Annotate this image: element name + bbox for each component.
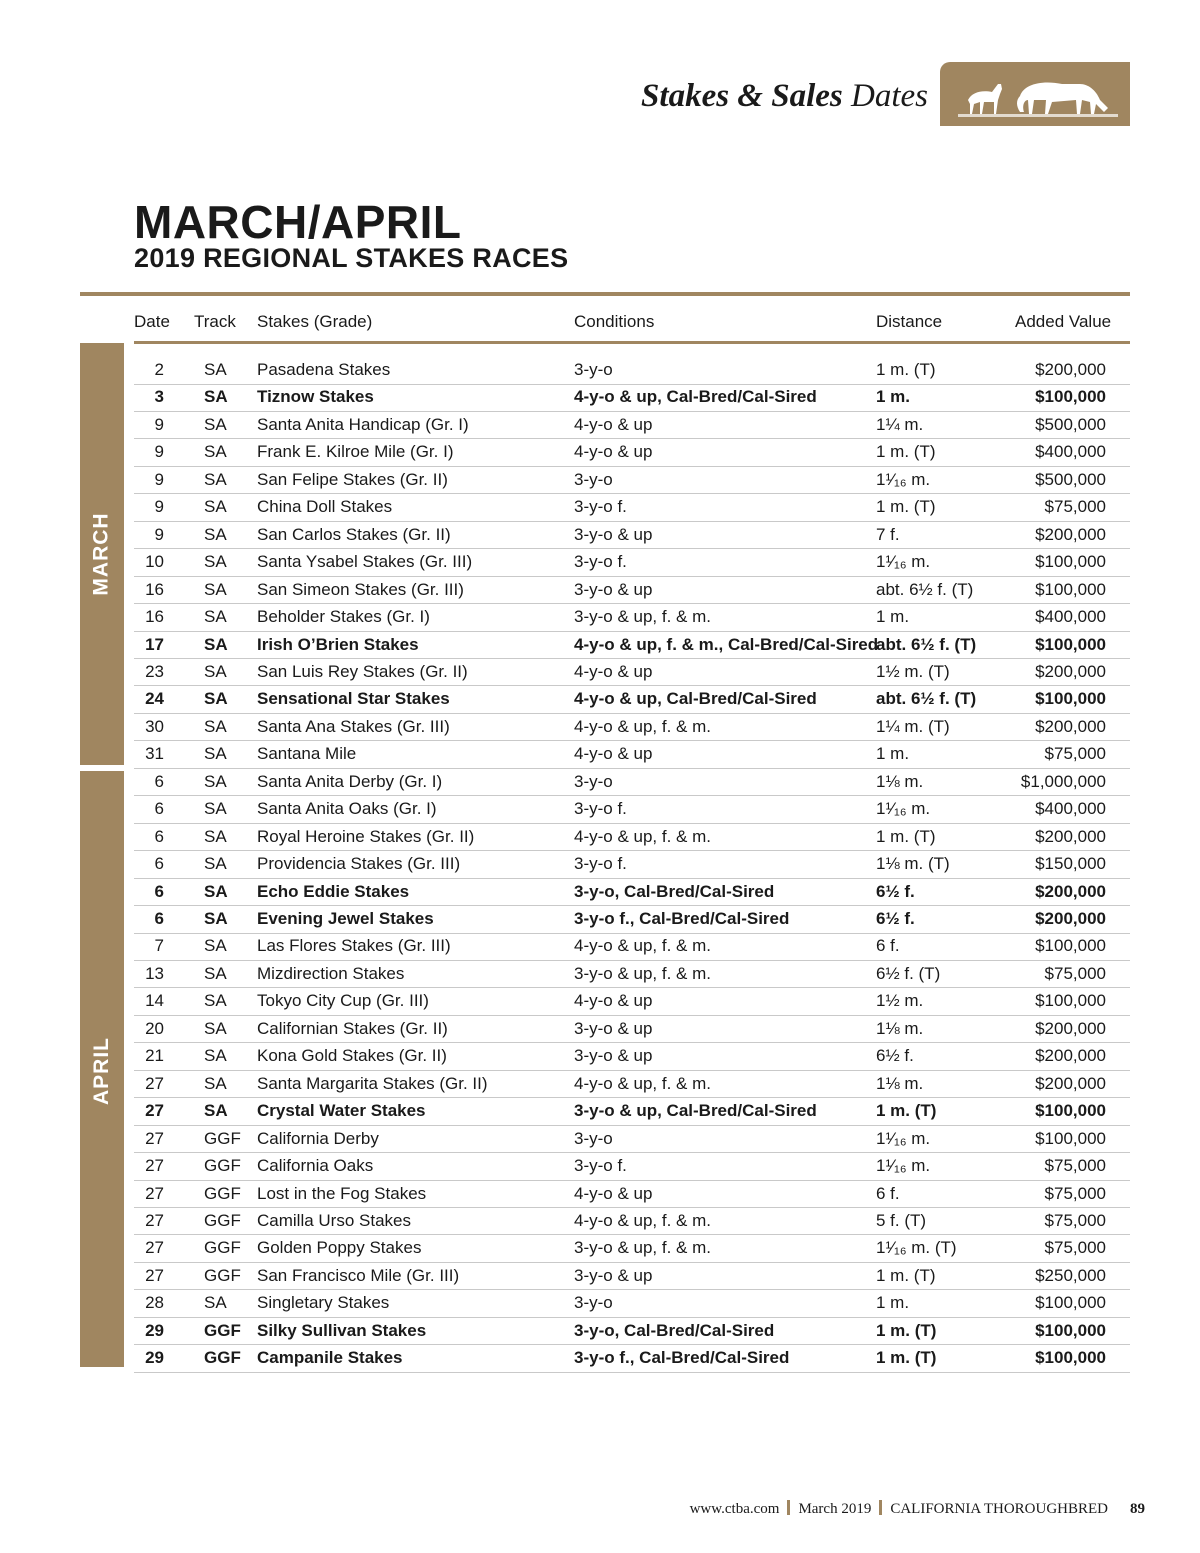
row-stakes: Evening Jewel Stakes [257, 909, 434, 928]
row-added-value: $100,000 [1035, 634, 1106, 654]
table-row [134, 1070, 1130, 1099]
row-added-value: $200,000 [1035, 524, 1106, 544]
row-date: 27 [145, 1156, 164, 1176]
row-track: SA [204, 661, 227, 681]
row-track: SA [204, 360, 227, 379]
row-conditions: 3-y-o f. [574, 854, 627, 874]
row-distance: 1 m. [876, 744, 910, 764]
row-conditions: 4-y-o & up [574, 744, 653, 764]
row-conditions: 3-y-o f. [574, 799, 627, 819]
table-row [134, 1180, 1130, 1209]
row-distance: 1 m. (T) [876, 1348, 937, 1368]
row-added-value: $200,000 [1035, 826, 1106, 846]
row-date: 27 [145, 1265, 164, 1285]
row-stakes: Las Flores Stakes (Gr. III) [257, 936, 451, 956]
row-stakes: Santa Anita Handicap (Gr. I) [257, 414, 469, 434]
row-date: 28 [145, 1293, 164, 1313]
row-added-value: $200,000 [1035, 1046, 1106, 1066]
row-conditions: 3-y-o [574, 360, 613, 379]
row-conditions: 4-y-o & up [574, 661, 653, 681]
row-added-value: $75,000 [1044, 1183, 1106, 1203]
row-distance: 1 m. (T) [876, 497, 936, 517]
row-distance: 1 m. (T) [876, 1265, 936, 1285]
row-date: 13 [145, 963, 164, 983]
page-subtitle: 2019 REGIONAL STAKES RACES [134, 243, 569, 273]
row-distance: 6½ f. (T) [876, 963, 941, 983]
row-track: SA [204, 552, 227, 572]
row-track: GGF [204, 1128, 241, 1148]
section-title-rest: Dates [851, 78, 928, 114]
row-stakes: Beholder Stakes (Gr. I) [257, 607, 430, 627]
row-conditions: 4-y-o & up, f. & m., Cal-Bred/Cal-Sired [574, 634, 879, 654]
row-date: 29 [145, 1348, 164, 1368]
row-added-value: $75,000 [1044, 497, 1106, 517]
table-row [134, 603, 1130, 632]
row-distance: 6½ f. [876, 881, 915, 901]
row-stakes: San Simeon Stakes (Gr. III) [257, 579, 464, 599]
row-date: 2 [154, 360, 164, 379]
row-added-value: $200,000 [1035, 716, 1106, 736]
row-added-value: $200,000 [1035, 661, 1106, 681]
row-track: SA [204, 881, 228, 901]
row-distance: 1 m. [876, 387, 911, 407]
row-distance: 1⅛ m. (T) [876, 854, 950, 874]
row-stakes: Lost in the Fog Stakes [257, 1183, 427, 1203]
row-date: 16 [145, 607, 164, 627]
row-added-value: $75,000 [1044, 1210, 1106, 1230]
row-date: 3 [154, 387, 164, 407]
row-distance: 1⅛ m. [876, 771, 924, 791]
row-added-value: $75,000 [1044, 744, 1106, 764]
row-distance: 6½ f. [876, 909, 915, 928]
table-row [134, 466, 1130, 495]
row-stakes: San Luis Rey Stakes (Gr. II) [257, 661, 468, 681]
row-date: 30 [145, 716, 164, 736]
row-added-value: $100,000 [1035, 1320, 1106, 1340]
table-row [134, 1317, 1130, 1346]
row-date: 9 [154, 524, 164, 544]
horses-logo [940, 62, 1130, 126]
row-track: SA [204, 991, 227, 1011]
row-added-value: $500,000 [1035, 469, 1106, 489]
row-added-value: $75,000 [1044, 963, 1106, 983]
row-conditions: 4-y-o & up, f. & m. [574, 1073, 711, 1093]
row-date: 6 [154, 909, 164, 928]
row-added-value: $1,000,000 [1020, 771, 1106, 791]
row-conditions: 3-y-o [574, 1293, 613, 1313]
row-distance: abt. 6½ f. (T) [876, 689, 977, 709]
row-date: 14 [145, 991, 164, 1011]
row-added-value: $100,000 [1035, 1101, 1106, 1121]
row-distance: 1½ m. (T) [876, 661, 950, 681]
table-row [134, 1234, 1130, 1263]
row-conditions: 3-y-o & up, f. & m. [574, 963, 711, 983]
row-conditions: 4-y-o & up [574, 442, 653, 462]
month-label-march: MARCH [90, 512, 113, 596]
table-row [134, 932, 1130, 961]
table-row [134, 411, 1130, 440]
row-date: 6 [154, 826, 164, 846]
row-track: SA [204, 826, 227, 846]
row-distance: 1 m. (T) [876, 826, 936, 846]
table-row [134, 1207, 1130, 1236]
row-conditions: 3-y-o f. [574, 497, 627, 517]
table-row [134, 987, 1130, 1016]
row-date: 20 [145, 1018, 164, 1038]
row-date: 17 [145, 634, 164, 654]
row-date: 6 [154, 771, 164, 791]
row-date: 9 [154, 414, 164, 434]
row-added-value: $500,000 [1035, 414, 1106, 434]
row-conditions: 3-y-o & up [574, 524, 653, 544]
row-stakes: Sensational Star Stakes [257, 689, 450, 709]
row-added-value: $75,000 [1044, 1156, 1106, 1176]
footer-issue: March 2019 [798, 1501, 872, 1517]
row-distance: abt. 6½ f. (T) [876, 579, 974, 599]
row-date: 9 [154, 469, 164, 489]
header-divider [134, 341, 1130, 344]
row-track: SA [204, 1018, 227, 1038]
row-date: 29 [145, 1320, 164, 1340]
row-distance: 1 m. (T) [876, 1101, 937, 1121]
row-date: 31 [145, 744, 164, 764]
row-date: 21 [145, 1046, 164, 1066]
row-conditions: 3-y-o & up [574, 1265, 653, 1285]
row-distance: 6 f. [876, 1183, 900, 1203]
row-distance: 6½ f. [876, 1046, 914, 1066]
column-header-stakes: Stakes (Grade) [257, 312, 373, 331]
row-conditions: 3-y-o [574, 771, 613, 791]
row-distance: 1¹⁄₁₆ m. [876, 1156, 931, 1176]
row-track: SA [204, 1073, 227, 1093]
table-row [134, 576, 1130, 605]
row-conditions: 4-y-o & up, Cal-Bred/Cal-Sired [574, 387, 817, 407]
row-conditions: 3-y-o f., Cal-Bred/Cal-Sired [574, 1348, 790, 1368]
row-track: SA [204, 963, 227, 983]
row-track: GGF [204, 1183, 241, 1203]
row-distance: 7 f. [876, 524, 900, 544]
row-stakes: Santa Ysabel Stakes (Gr. III) [257, 552, 473, 572]
row-stakes: Pasadena Stakes [257, 360, 391, 379]
row-distance: 1 m. (T) [876, 360, 936, 379]
row-date: 7 [154, 936, 164, 956]
table-row [134, 658, 1130, 687]
row-distance: 1¹⁄₁₆ m. [876, 552, 931, 572]
row-date: 9 [154, 497, 164, 517]
row-date: 27 [145, 1128, 164, 1148]
row-stakes: San Carlos Stakes (Gr. II) [257, 524, 451, 544]
row-date: 6 [154, 799, 164, 819]
row-added-value: $100,000 [1035, 936, 1106, 956]
row-stakes: Santa Anita Derby (Gr. I) [257, 771, 443, 791]
row-date: 24 [145, 689, 164, 709]
row-stakes: Royal Heroine Stakes (Gr. II) [257, 826, 475, 846]
row-track: GGF [204, 1320, 241, 1340]
row-track: GGF [204, 1238, 241, 1258]
table-row [134, 1097, 1130, 1126]
row-added-value: $75,000 [1044, 1238, 1106, 1258]
row-conditions: 3-y-o & up [574, 579, 653, 599]
row-conditions: 3-y-o f., Cal-Bred/Cal-Sired [574, 909, 790, 928]
row-conditions: 3-y-o & up, f. & m. [574, 1238, 711, 1258]
row-conditions: 3-y-o, Cal-Bred/Cal-Sired [574, 881, 775, 901]
table-row [134, 1262, 1130, 1291]
table-row [134, 823, 1130, 852]
page-title: MARCH/APRIL [134, 196, 462, 248]
row-track: SA [204, 634, 228, 654]
row-distance: 1 m. [876, 607, 910, 627]
row-distance: 6 f. [876, 936, 900, 956]
table-row [134, 795, 1130, 824]
row-track: SA [204, 1293, 227, 1313]
row-track: SA [204, 414, 227, 434]
row-date: 27 [145, 1101, 164, 1121]
row-track: SA [204, 442, 227, 462]
row-distance: 1¹⁄₁₆ m. (T) [876, 1238, 957, 1258]
row-conditions: 3-y-o f. [574, 552, 627, 572]
row-track: SA [204, 744, 227, 764]
row-stakes: Silky Sullivan Stakes [257, 1320, 427, 1340]
table-row [134, 383, 1130, 412]
row-track: SA [204, 854, 227, 874]
table-row [134, 713, 1130, 742]
row-conditions: 3-y-o f. [574, 1156, 627, 1176]
row-added-value: $100,000 [1035, 387, 1106, 407]
row-conditions: 4-y-o & up [574, 991, 653, 1011]
table-row [134, 850, 1130, 879]
row-stakes: Campanile Stakes [257, 1348, 403, 1368]
row-distance: 1⅛ m. [876, 1018, 924, 1038]
row-stakes: Mizdirection Stakes [257, 963, 405, 983]
row-track: SA [204, 387, 228, 407]
row-track: SA [204, 716, 227, 736]
row-date: 16 [145, 579, 164, 599]
table-row [134, 878, 1130, 907]
row-track: SA [204, 607, 227, 627]
row-added-value: $200,000 [1035, 360, 1106, 379]
row-distance: 1 m. [876, 1293, 910, 1313]
row-stakes: Californian Stakes (Gr. II) [257, 1018, 448, 1038]
row-stakes: Golden Poppy Stakes [257, 1238, 422, 1258]
column-header-conditions: Conditions [574, 312, 655, 331]
row-added-value: $200,000 [1035, 1018, 1106, 1038]
page-footer [0, 1500, 1145, 1518]
row-conditions: 4-y-o & up, f. & m. [574, 716, 711, 736]
row-distance: 1¹⁄₁₆ m. [876, 1128, 931, 1148]
row-conditions: 3-y-o, Cal-Bred/Cal-Sired [574, 1320, 775, 1340]
row-track: GGF [204, 1348, 241, 1368]
row-stakes: Santa Ana Stakes (Gr. III) [257, 716, 450, 736]
table-row [134, 1344, 1130, 1373]
row-conditions: 3-y-o & up, f. & m. [574, 607, 711, 627]
table-row [134, 548, 1130, 577]
table-row [134, 905, 1130, 934]
row-stakes: Tokyo City Cup (Gr. III) [257, 991, 429, 1011]
table-row [134, 1152, 1130, 1181]
row-distance: 5 f. (T) [876, 1210, 927, 1230]
row-track: GGF [204, 1156, 241, 1176]
row-added-value: $100,000 [1035, 689, 1106, 709]
row-conditions: 3-y-o & up, Cal-Bred/Cal-Sired [574, 1101, 817, 1121]
row-added-value: $150,000 [1035, 854, 1106, 874]
row-conditions: 4-y-o & up [574, 414, 653, 434]
row-conditions: 4-y-o & up, f. & m. [574, 936, 711, 956]
footer-site: www.ctba.com [689, 1501, 780, 1517]
row-added-value: $250,000 [1035, 1265, 1106, 1285]
row-added-value: $400,000 [1035, 442, 1106, 462]
row-stakes: Irish O’Brien Stakes [257, 634, 419, 654]
row-added-value: $200,000 [1035, 909, 1106, 928]
table-row [134, 1125, 1130, 1154]
row-distance: 1½ m. [876, 991, 924, 1011]
row-conditions: 4-y-o & up, Cal-Bred/Cal-Sired [574, 689, 817, 709]
column-header-added-value: Added Value [1015, 312, 1112, 331]
row-distance: abt. 6½ f. (T) [876, 634, 977, 654]
row-track: SA [204, 579, 227, 599]
row-date: 27 [145, 1183, 164, 1203]
column-header-distance: Distance [876, 312, 943, 331]
month-band-april [80, 771, 124, 1367]
row-date: 9 [154, 442, 164, 462]
row-stakes: Echo Eddie Stakes [257, 881, 410, 901]
table-row [134, 1042, 1130, 1071]
row-track: SA [204, 689, 228, 709]
row-stakes: Frank E. Kilroe Mile (Gr. I) [257, 442, 454, 462]
row-added-value: $100,000 [1035, 1348, 1106, 1368]
row-stakes: Santana Mile [257, 744, 357, 764]
row-stakes: San Francisco Mile (Gr. III) [257, 1265, 460, 1285]
row-distance: 1 m. (T) [876, 442, 936, 462]
row-conditions: 3-y-o & up [574, 1046, 653, 1066]
row-added-value: $100,000 [1035, 1128, 1106, 1148]
row-stakes: California Oaks [257, 1156, 374, 1176]
row-stakes: Camilla Urso Stakes [257, 1210, 411, 1230]
row-track: SA [204, 1101, 228, 1121]
column-header-track: Track [194, 312, 236, 331]
row-added-value: $100,000 [1035, 991, 1106, 1011]
top-divider [80, 292, 1130, 296]
row-added-value: $400,000 [1035, 607, 1106, 627]
row-track: SA [204, 497, 227, 517]
row-conditions: 4-y-o & up, f. & m. [574, 1210, 711, 1230]
table-row [134, 438, 1130, 467]
table-row [134, 521, 1130, 550]
row-stakes: Santa Margarita Stakes (Gr. II) [257, 1073, 488, 1093]
month-band-march [80, 343, 124, 765]
table-row [134, 356, 1130, 385]
page-number: 89 [1130, 1501, 1145, 1517]
table-row [134, 768, 1130, 797]
row-date: 27 [145, 1210, 164, 1230]
row-conditions: 4-y-o & up, f. & m. [574, 826, 711, 846]
table-row [134, 1015, 1130, 1044]
row-track: SA [204, 524, 227, 544]
footer-publication: CALIFORNIA THOROUGHBRED [890, 1501, 1108, 1517]
table-row [134, 493, 1130, 522]
row-stakes: Santa Anita Oaks (Gr. I) [257, 799, 437, 819]
table-row [134, 631, 1130, 660]
row-distance: 1⅛ m. [876, 1073, 924, 1093]
row-stakes: Singletary Stakes [257, 1293, 390, 1313]
row-added-value: $100,000 [1035, 579, 1106, 599]
row-track: GGF [204, 1210, 241, 1230]
row-stakes: Tiznow Stakes [257, 387, 374, 407]
row-track: SA [204, 771, 227, 791]
row-track: SA [204, 909, 228, 928]
footer-separator [787, 1500, 790, 1515]
row-date: 10 [145, 552, 164, 572]
row-added-value: $100,000 [1035, 552, 1106, 572]
row-added-value: $100,000 [1035, 1293, 1106, 1313]
section-title [641, 78, 928, 115]
section-title-bold: Stakes & Sales [641, 78, 843, 114]
row-date: 27 [145, 1238, 164, 1258]
footer-separator [879, 1500, 882, 1515]
row-distance: 1¹⁄₁₆ m. [876, 469, 931, 489]
row-date: 6 [154, 854, 164, 874]
row-track: SA [204, 469, 227, 489]
row-stakes: Kona Gold Stakes (Gr. II) [257, 1046, 447, 1066]
row-stakes: China Doll Stakes [257, 497, 393, 517]
table-row [134, 740, 1130, 769]
row-date: 6 [154, 881, 164, 901]
row-distance: 1 m. (T) [876, 1320, 937, 1340]
row-stakes: Crystal Water Stakes [257, 1101, 426, 1121]
horses-icon [958, 70, 1118, 120]
row-added-value: $200,000 [1035, 1073, 1106, 1093]
row-conditions: 3-y-o & up [574, 1018, 653, 1038]
row-added-value: $400,000 [1035, 799, 1106, 819]
row-stakes: San Felipe Stakes (Gr. II) [257, 469, 448, 489]
row-stakes: Providencia Stakes (Gr. III) [257, 854, 461, 874]
row-track: SA [204, 1046, 227, 1066]
table-row [134, 1289, 1130, 1318]
table-row [134, 685, 1130, 714]
row-date: 27 [145, 1073, 164, 1093]
row-track: GGF [204, 1265, 241, 1285]
row-conditions: 4-y-o & up [574, 1183, 653, 1203]
row-conditions: 3-y-o [574, 1128, 613, 1148]
row-date: 23 [145, 661, 164, 681]
row-track: SA [204, 936, 227, 956]
row-stakes: California Derby [257, 1128, 379, 1148]
row-added-value: $200,000 [1035, 881, 1106, 901]
month-label-april: APRIL [90, 1037, 113, 1105]
row-distance: 1¼ m. (T) [876, 716, 950, 736]
row-distance: 1¹⁄₁₆ m. [876, 799, 931, 819]
row-track: SA [204, 799, 227, 819]
row-conditions: 3-y-o [574, 469, 613, 489]
column-header-date: Date [134, 312, 170, 331]
row-distance: 1¼ m. [876, 414, 924, 434]
section-header [0, 60, 1200, 130]
table-row [134, 960, 1130, 989]
